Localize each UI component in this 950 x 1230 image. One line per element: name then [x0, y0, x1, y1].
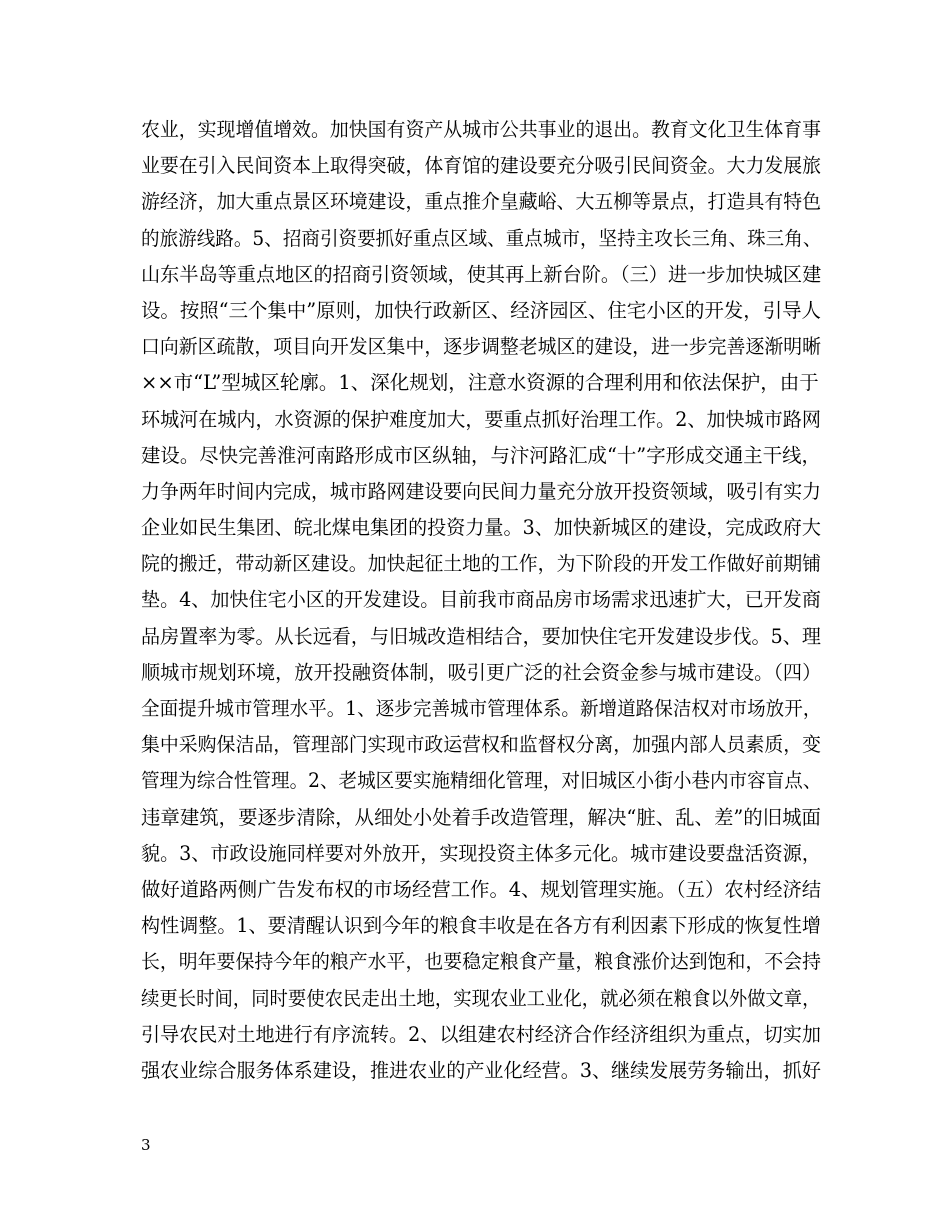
text-line: 游经济，加大重点景区环境建设，重点推介皇藏峪、大五柳等景点，打造具有特色	[141, 190, 822, 214]
text-line: 院的搬迁，带动新区建设。加快起征土地的工作，为下阶段的开发工作做好前期铺	[141, 552, 822, 576]
text-line: 环城河在城内，水资源的保护难度加大，要重点抓好治理工作。2、加快城市路网	[141, 407, 821, 431]
text-line: 口向新区疏散，项目向开发区集中，逐步调整老城区的建设，进一步完善逐渐明晰	[141, 335, 822, 359]
text-line: 企业如民生集团、皖北煤电集团的投资力量。3、加快新城区的建设，完成政府大	[141, 516, 821, 540]
text-line: 品房置率为零。从长远看，与旧城改造相结合，要加快住宅开发建设步伐。5、理	[141, 624, 821, 648]
text-line: 管理为综合性管理。2、老城区要实施精细化管理，对旧城区小街小巷内市容盲点、	[141, 769, 822, 793]
text-line: 续更长时间，同时要使农民走出土地，实现农业工业化，就必须在粮食以外做文章，	[141, 986, 821, 1010]
text-line: 建设。尽快完善淮河南路形成市区纵轴，与汴河路汇成“十”字形成交通主干线，	[141, 443, 821, 467]
text-line: 引导农民对土地进行有序流转。2、以组建农村经济合作经济组织为重点，切实加	[141, 1022, 821, 1046]
text-line: 做好道路两侧广告发布权的市场经营工作。4、规划管理实施。（五）农村经济结	[141, 877, 822, 901]
text-line: ××市“L”型城区轮廓。1、深化规划，注意水资源的合理利用和依法保护，由于	[141, 371, 819, 395]
text-line: 长，明年要保持今年的粮产水平，也要稳定粮食产量，粮食涨价达到饱和，不会持	[141, 950, 822, 974]
text-line: 垫。4、加快住宅小区的开发建设。目前我市商品房市场需求迅速扩大，已开发商	[141, 588, 821, 612]
body-text	[141, 112, 821, 1089]
page-number: 3	[141, 1136, 151, 1154]
text-line: 违章建筑，要逐步清除，从细处小处着手改造管理，解决“脏、乱、差”的旧城面	[141, 805, 821, 829]
text-line: 顺城市规划环境，放开投融资体制，吸引更广泛的社会资金参与城市建设。（四）	[141, 660, 822, 684]
text-line: 全面提升城市管理水平。1、逐步完善城市管理体系。新增道路保洁权对市场放开，	[141, 697, 822, 720]
text-line: 的旅游线路。5、招商引资要抓好重点区域、重点城市，坚持主攻长三角、珠三角、	[141, 226, 822, 250]
text-line: 貌。3、市政设施同样要对外放开，实现投资主体多元化。城市建设要盘活资源，	[141, 841, 821, 865]
text-line: 农业，实现增值增效。加快国有资产从城市公共事业的退出。教育文化卫生体育事	[141, 118, 822, 141]
text-line: 山东半岛等重点地区的招商引资领域，使其再上新台阶。（三）进一步加快城区建	[141, 262, 822, 286]
text-line: 业要在引入民间资本上取得突破，体育馆的建设要充分吸引民间资金。大力发展旅	[141, 154, 822, 178]
text-line: 构性调整。1、要清醒认识到今年的粮食丰收是在各方有利因素下形成的恢复性增	[141, 914, 821, 938]
text-line: 设。按照“三个集中”原则，加快行政新区、经济园区、住宅小区的开发，引导人	[141, 298, 821, 322]
text-line: 力争两年时间内完成，城市路网建设要向民间力量充分放开投资领域，吸引有实力	[141, 479, 822, 503]
text-line: 强农业综合服务体系建设，推进农业的产业化经营。3、继续发展劳务输出，抓好	[141, 1058, 821, 1082]
text-line: 集中采购保洁品，管理部门实现市政运营权和监督权分离，加强内部人员素质，变	[141, 733, 822, 757]
